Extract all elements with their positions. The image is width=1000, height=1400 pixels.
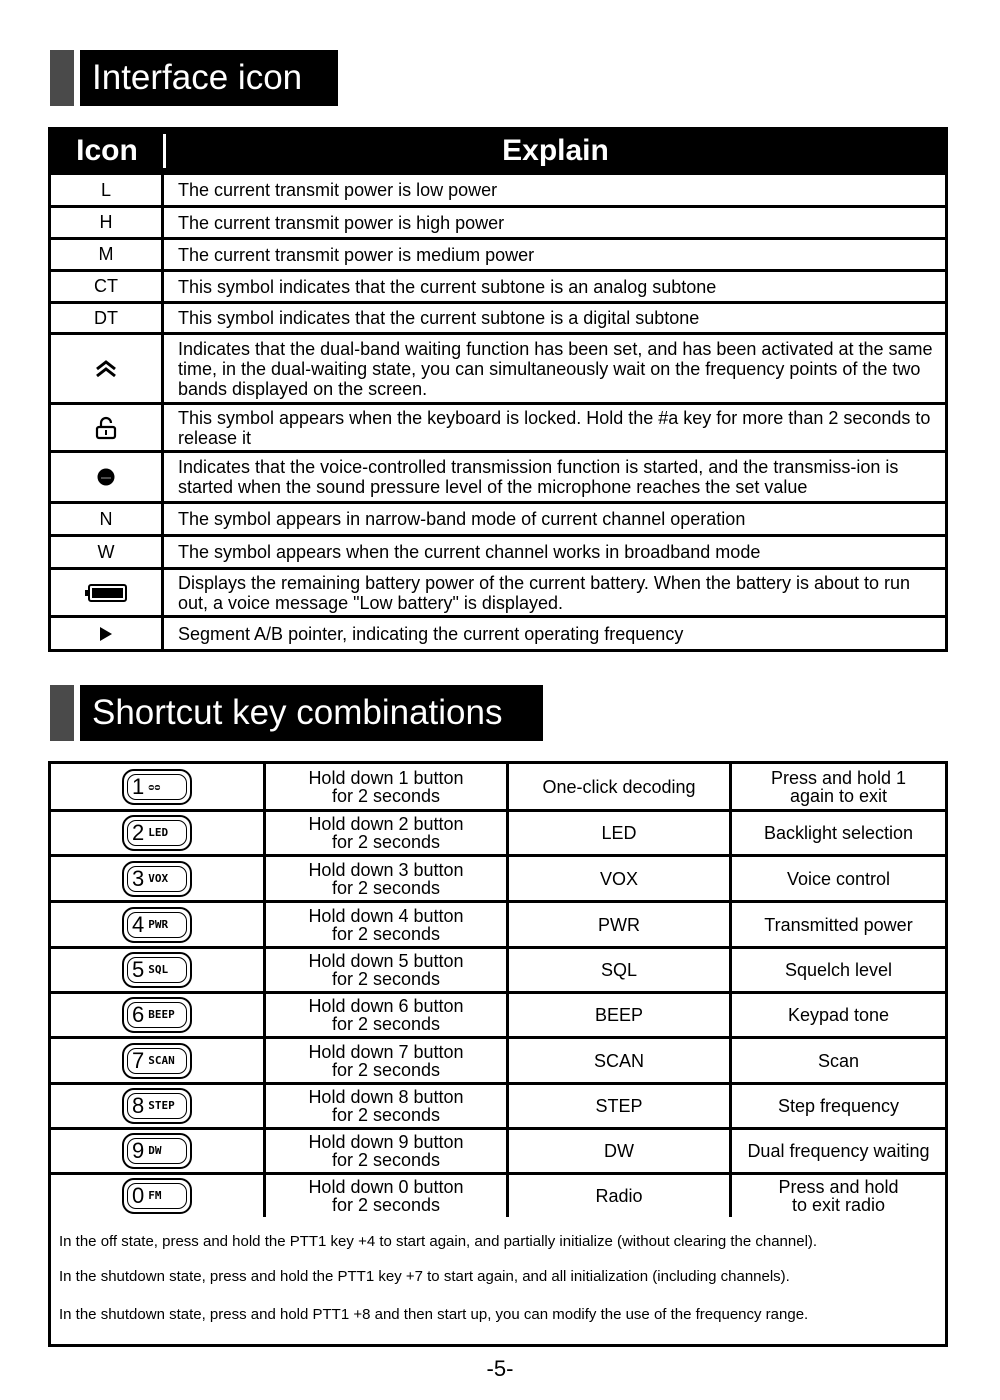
table-row [51, 272, 945, 301]
page-number: -5- [486, 1356, 514, 1381]
key-number: 4 [132, 911, 145, 937]
desc-cell [266, 812, 506, 854]
table-row [51, 903, 945, 946]
key-3-icon [122, 861, 192, 897]
shortcut-notes [51, 1217, 945, 1344]
key-cell [51, 994, 263, 1036]
table-row [51, 949, 945, 991]
table-row [51, 857, 945, 900]
header-icon-label: Icon [76, 134, 138, 167]
shortcut-key-table [48, 761, 948, 1347]
key-9-icon [122, 1133, 192, 1169]
key-4-icon [122, 907, 192, 943]
explain-cell: This symbol indicates that the current subtone is a digital subtone [164, 304, 945, 332]
key-label: DW [148, 1144, 162, 1157]
interface-title-text: Interface icon [80, 50, 338, 106]
result-cell: Transmitted power [732, 903, 945, 946]
key-number: 8 [132, 1093, 145, 1118]
note-line: In the shutdown state, press and hold the PTT1 key +7 to start again, and all initialization (including channels). [59, 1268, 790, 1285]
interface-icon-table [48, 127, 948, 652]
result-line: to exit radio [791, 1195, 886, 1215]
pointer-triangle-icon [99, 626, 113, 642]
title-accent-bar [50, 50, 74, 106]
result-line: again to exit [789, 785, 888, 806]
interface-section-title [50, 50, 338, 106]
result-cell: Keypad tone [732, 994, 945, 1036]
key-number: 1 [132, 773, 145, 799]
battery-icon [85, 584, 127, 602]
desc-line: Hold down 3 button [308, 859, 464, 880]
result-cell: Voice control [732, 857, 945, 900]
key-number: 7 [132, 1047, 145, 1073]
icon-cell [51, 618, 161, 649]
table-row [51, 453, 945, 501]
icon-cell [51, 335, 161, 402]
explain-cell: This symbol indicates that the current subtone is an analog subtone [164, 272, 945, 301]
explain-cell: Segment A/B pointer, indicating the current operating frequency [164, 618, 945, 649]
desc-line: for 2 seconds [331, 785, 441, 806]
table-row [51, 304, 945, 332]
desc-cell [266, 994, 506, 1036]
function-cell: One-click decoding [509, 764, 729, 809]
function-cell: SCAN [509, 1039, 729, 1082]
desc-line: for 2 seconds [331, 832, 441, 852]
key-label: VOX [148, 871, 169, 885]
explain-cell: Indicates that the dual-band waiting function has been set, and has been activated at the same time, in the dual-waiting state, you can simultaneously wait on the frequency points of the two bands displayed on the screen. [164, 335, 945, 402]
key-label: SQL [148, 963, 169, 976]
desc-cell [266, 903, 506, 946]
note-line: In the shutdown state, press and hold PTT1 +8 and then start up, you can modify the use of the frequency range. [59, 1306, 809, 1323]
key-6-icon [122, 997, 192, 1033]
function-cell: BEEP [509, 994, 729, 1036]
explain-cell: The current transmit power is medium power [164, 240, 945, 269]
function-cell: STEP [509, 1085, 729, 1127]
table-row [51, 994, 945, 1036]
explain-cell: The symbol appears in narrow-band mode of current channel operation [164, 504, 945, 534]
desc-line: for 2 seconds [331, 1195, 441, 1215]
desc-line: Hold down 4 button [308, 905, 464, 926]
dual-wait-icon [95, 360, 117, 378]
icon-cell: CT [51, 272, 161, 301]
key-label: PWR [148, 917, 169, 931]
table-row [51, 208, 945, 237]
function-cell: SQL [509, 949, 729, 991]
desc-line: Hold down 8 button [308, 1087, 464, 1107]
icon-cell: N [51, 504, 161, 534]
function-cell: DW [509, 1130, 729, 1172]
result-cell: Dual frequency waiting [732, 1130, 945, 1172]
desc-cell [266, 764, 506, 809]
table-row [51, 1085, 945, 1127]
key-number: 0 [132, 1183, 145, 1208]
result-line: Press and hold 1 [770, 767, 907, 788]
key-label: FM [148, 1189, 162, 1202]
key-cell [51, 1085, 263, 1127]
key-cell [51, 1175, 263, 1217]
title-accent-bar [50, 685, 74, 741]
icon-cell: H [51, 208, 161, 237]
table-row [51, 240, 945, 269]
table-row [51, 764, 945, 809]
table-row [51, 335, 945, 402]
icon-cell: W [51, 537, 161, 567]
desc-line: for 2 seconds [331, 923, 441, 944]
desc-line: for 2 seconds [331, 1150, 441, 1170]
function-cell: PWR [509, 903, 729, 946]
shortcut-section-title [50, 685, 543, 741]
table-row [51, 618, 945, 649]
table-header [51, 130, 945, 172]
table-row [51, 1175, 945, 1217]
key-number: 5 [132, 957, 145, 982]
key-1-icon [122, 769, 192, 805]
key-number: 6 [132, 1002, 145, 1027]
desc-line: Hold down 9 button [308, 1132, 464, 1152]
key-cell [51, 903, 263, 946]
result-line: Press and hold [778, 1177, 899, 1197]
key-8-icon [122, 1088, 192, 1124]
desc-line: for 2 seconds [331, 1059, 441, 1080]
header-explain-label: Explain [502, 134, 609, 167]
desc-line: Hold down 7 button [308, 1041, 464, 1062]
key-number: 2 [132, 820, 145, 845]
result-cell: Backlight selection [732, 812, 945, 854]
desc-cell [266, 1175, 506, 1217]
table-row [51, 537, 945, 567]
desc-line: Hold down 0 button [308, 1177, 464, 1197]
desc-cell [266, 1085, 506, 1127]
table-row [51, 504, 945, 534]
vox-icon [97, 468, 115, 486]
explain-cell: The current transmit power is high power [164, 208, 945, 237]
desc-cell [266, 1130, 506, 1172]
key-label: LED [148, 826, 169, 839]
key-cell [51, 857, 263, 900]
key-0-icon [122, 1178, 192, 1214]
result-cell: Step frequency [732, 1085, 945, 1127]
table-row [51, 570, 945, 615]
function-cell: Radio [509, 1175, 729, 1217]
result-cell: Scan [732, 1039, 945, 1082]
desc-line: for 2 seconds [331, 1105, 441, 1125]
key-cell [51, 764, 263, 809]
key-number: 9 [132, 1138, 145, 1163]
explain-cell: The symbol appears when the current channel works in broadband mode [164, 537, 945, 567]
desc-line: for 2 seconds [331, 877, 441, 898]
explain-cell: This symbol appears when the keyboard is locked. Hold the #a key for more than 2 seconds to release it [164, 405, 945, 450]
icon-cell: L [51, 175, 161, 205]
key-7-icon [122, 1043, 192, 1079]
key-cell [51, 1039, 263, 1082]
function-cell: VOX [509, 857, 729, 900]
explain-cell: Indicates that the voice-controlled transmission function is started, and the transmiss-ion is started when the sound pressure level of the microphone reaches the set value [164, 453, 945, 501]
desc-line: Hold down 5 button [308, 951, 464, 971]
note-line: In the off state, press and hold the PTT1 key +4 to start again, and partially initialize (without clearing the channel). [59, 1233, 818, 1250]
lock-icon [94, 416, 118, 440]
table-row [51, 1039, 945, 1082]
key-label: STEP [148, 1099, 175, 1112]
desc-cell [266, 1039, 506, 1082]
result-cell: Squelch level [732, 949, 945, 991]
key-number: 3 [132, 865, 145, 891]
shortcut-title-text: Shortcut key combinations [80, 685, 543, 741]
key-label: ᴑᴑ [148, 779, 161, 793]
desc-line: for 2 seconds [331, 1014, 441, 1034]
function-cell: LED [509, 812, 729, 854]
key-5-icon [122, 952, 192, 988]
table-row [51, 175, 945, 205]
desc-line: Hold down 1 button [308, 767, 464, 788]
key-label: SCAN [148, 1053, 175, 1067]
table-row [51, 812, 945, 854]
explain-cell: The current transmit power is low power [164, 175, 945, 205]
desc-cell [266, 949, 506, 991]
table-row [51, 405, 945, 450]
icon-cell: M [51, 240, 161, 269]
result-cell [732, 764, 945, 809]
icon-cell [51, 405, 161, 450]
explain-cell: Displays the remaining battery power of the current battery. When the battery is about to run out, a voice message "Low battery" is displayed. [164, 570, 945, 615]
icon-cell [51, 453, 161, 501]
desc-line: for 2 seconds [331, 969, 441, 989]
table-row [51, 1130, 945, 1172]
key-label: BEEP [148, 1008, 175, 1021]
key-cell [51, 1130, 263, 1172]
icon-cell [51, 570, 161, 615]
key-cell [51, 812, 263, 854]
desc-cell [266, 857, 506, 900]
desc-line: Hold down 2 button [308, 814, 464, 834]
key-2-icon [122, 815, 192, 851]
desc-line: Hold down 6 button [308, 996, 464, 1016]
result-cell [732, 1175, 945, 1217]
icon-cell: DT [51, 304, 161, 332]
key-cell [51, 949, 263, 991]
